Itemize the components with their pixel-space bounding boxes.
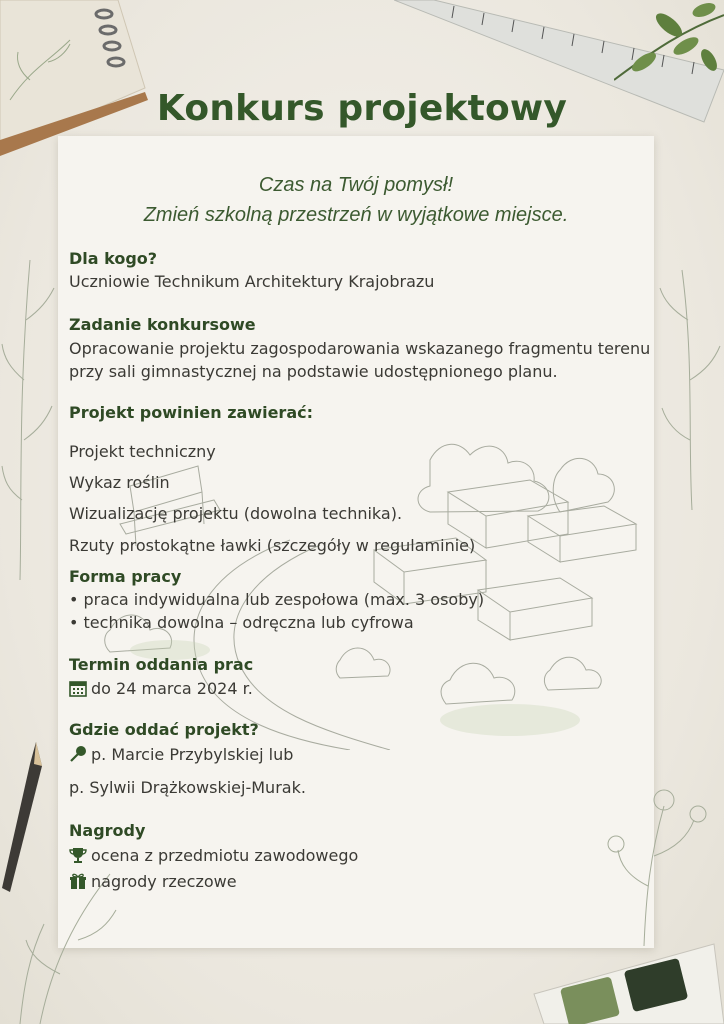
pin-icon — [69, 745, 87, 763]
task-text-line-2: przy sali gimnastycznej na podstawie udostępnionego planu. — [69, 362, 558, 381]
gift-icon — [69, 872, 87, 890]
submission-row-1 — [69, 744, 293, 766]
tagline-line-2: Zmień szkolną przestrzeń w wyjątkowe miejsce. — [143, 204, 569, 226]
audience-text: Uczniowie Technikum Architektury Krajobrazu — [69, 272, 435, 291]
right-plant-sketch — [652, 260, 724, 520]
watercolor-palette-decoration — [524, 934, 724, 1024]
prize-item — [69, 845, 358, 867]
tagline-line-1: Czas na Twój pomysł! — [258, 174, 454, 196]
trophy-icon — [69, 846, 87, 864]
submission-line-1: p. Marcie Przybylskiej lub — [91, 745, 294, 764]
contents-heading: Projekt powinien zawierać: — [69, 403, 313, 422]
contents-item: Wizualizację projektu (dowolna technika). — [69, 504, 403, 523]
deadline-text: do 24 marca 2024 r. — [91, 679, 253, 698]
prize-item — [69, 871, 237, 893]
contents-item: Rzuty prostokątne ławki (szczegóły w regulaminie) — [69, 536, 476, 555]
task-text-line-1: Opracowanie projektu zagospodarowania wskazanego fragmentu terenu — [69, 339, 651, 358]
prize-text: nagrody rzeczowe — [91, 872, 237, 891]
submission-line-2: p. Sylwii Drążkowskiej-Murak. — [69, 778, 306, 797]
work-form-item: • technika dowolna – odręczna lub cyfrowa — [69, 613, 414, 632]
bottom-right-flower-sketch — [584, 776, 724, 946]
work-form-item: • praca indywidualna lub zespołowa (max. 3 osoby) — [69, 590, 485, 609]
left-plant-sketch — [0, 240, 60, 600]
prizes-heading: Nagrody — [69, 821, 146, 840]
task-heading: Zadanie konkursowe — [69, 315, 256, 334]
prize-text: ocena z przedmiotu zawodowego — [91, 846, 359, 865]
contents-item: Wykaz roślin — [69, 473, 170, 492]
contents-item: Projekt techniczny — [69, 442, 216, 461]
submission-heading: Gdzie oddać projekt? — [69, 720, 259, 739]
leaves-decoration — [614, 0, 724, 90]
poster-title: Konkurs projektowy — [156, 88, 568, 129]
audience-heading: Dla kogo? — [69, 249, 158, 268]
deadline-heading: Termin oddania prac — [69, 655, 254, 674]
calendar-icon — [69, 679, 87, 697]
deadline-row — [69, 678, 253, 700]
work-form-heading: Forma pracy — [69, 567, 182, 586]
